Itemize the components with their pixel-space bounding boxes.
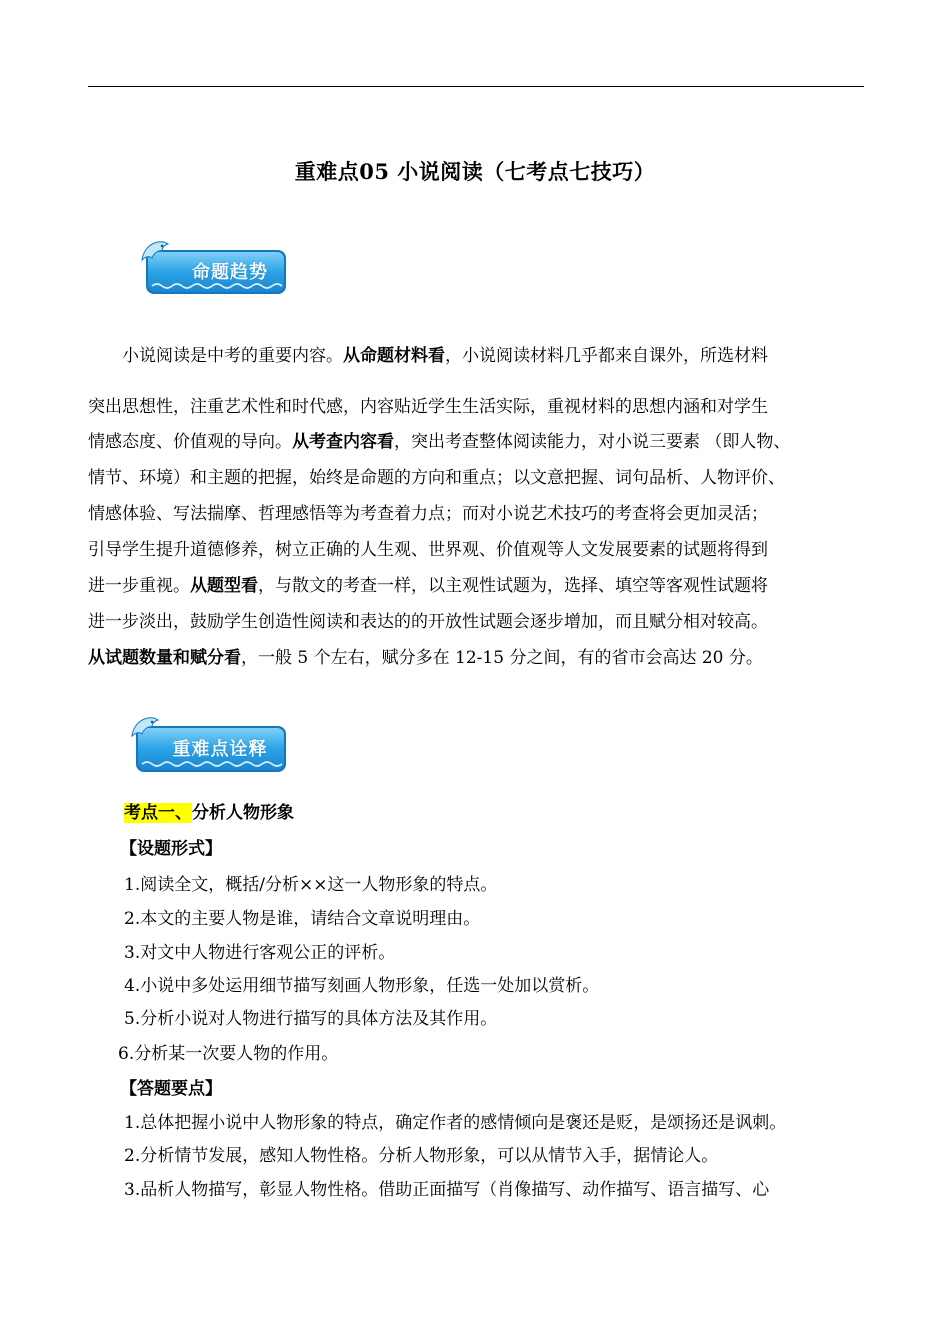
intro-line-6: 引导学生提升道德修养，树立正确的人生观、世界观、价值观等人文发展要素的试题将得到 [88, 540, 768, 560]
header-rule [88, 86, 864, 87]
explain-badge-label: 重难点诠释 [172, 739, 268, 760]
explain-badge [128, 714, 288, 776]
kaodian-heading [124, 798, 294, 823]
trend-badge [138, 236, 298, 298]
answer-item: 1.总体把握小说中人物形象的特点，确定作者的感情倾向是褒还是贬，是颂扬还是讽刺。 [124, 1113, 787, 1133]
intro-line-1: 小说阅读是中考的重要内容。从命题材料看，小说阅读材料几乎都来自课外，所选材料 [122, 346, 768, 366]
form-item: 4.小说中多处运用细节描写刻画人物形象，任选一处加以赏析。 [124, 976, 600, 996]
form-item: 1.阅读全文，概括/分析××这一人物形象的特点。 [124, 875, 498, 895]
form-heading: 【设题形式】 [120, 839, 222, 859]
answer-item: 3.品析人物描写，彰显人物性格。借助正面描写（肖像描写、动作描写、语言描写、心 [124, 1180, 770, 1200]
answer-heading: 【答题要点】 [120, 1079, 222, 1099]
page-title: 重难点05 小说阅读（七考点七技巧） [294, 159, 656, 184]
form-item: 5.分析小说对人物进行描写的具体方法及其作用。 [124, 1009, 498, 1029]
kaodian-title: 分析人物形象 [192, 803, 294, 823]
intro-line-9: 从试题数量和赋分看，一般 5 个左右，赋分多在 12-15 分之间，有的省市会高达 20 分。 [88, 648, 763, 668]
intro-line-2: 突出思想性，注重艺术性和时代感，内容贴近学生生活实际，重视材料的思想内涵和对学生 [88, 397, 768, 417]
intro-line-5: 情感体验、写法揣摩、哲理感悟等为考查着力点；而对小说艺术技巧的考查将会更加灵活； [88, 504, 768, 524]
trend-badge-label: 命题趋势 [192, 262, 268, 283]
intro-line-3: 情感态度、价值观的导向。从考查内容看，突出考查整体阅读能力，对小说三要素 （即人物、 [88, 432, 791, 452]
form-item: 6.分析某一次要人物的作用。 [118, 1044, 339, 1064]
form-item: 2.本文的主要人物是谁，请结合文章说明理由。 [124, 909, 481, 929]
intro-line-8: 进一步淡出，鼓励学生创造性阅读和表达的的开放性试题会逐步增加，而且赋分相对较高。 [88, 612, 768, 632]
kaodian-number-highlight: 考点一、 [124, 803, 192, 823]
intro-line-4: 情节、环境）和主题的把握，始终是命题的方向和重点；以文意把握、词句品析、人物评价、 [88, 468, 785, 488]
answer-item: 2.分析情节发展，感知人物性格。分析人物形象，可以从情节入手，据情论人。 [124, 1146, 719, 1166]
intro-line-7: 进一步重视。从题型看，与散文的考查一样，以主观性试题为，选择、填空等客观性试题将 [88, 576, 768, 596]
form-item: 3.对文中人物进行客观公正的评析。 [124, 943, 396, 963]
